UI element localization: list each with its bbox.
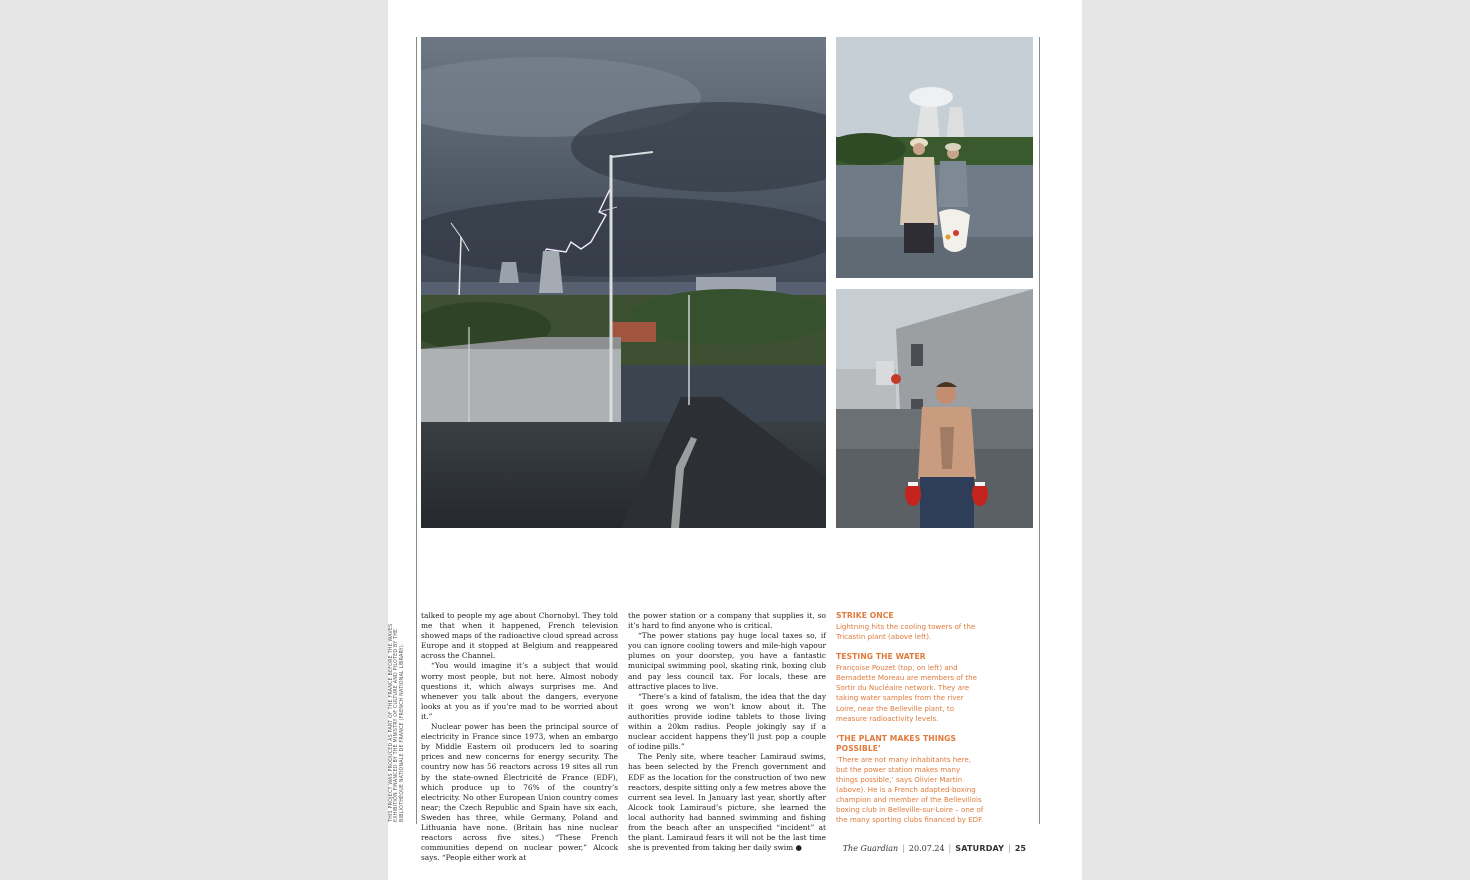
- captions-sidebar: [836, 611, 984, 835]
- paragraph: The Penly site, where teacher Lamiraud swims, has been selected by the French government and EDF as the location for the construction of two new reactors, despite sitting only a few metres above the current sea level. In January last year, shortly after Alcock took Lamiraud’s picture, she learned the local authority had banned swimming and fishing from the beach after an unspecified “incident” at the plant. Lamiraud fears it will not be the last time she is prevented from taking her daily swim ●: [628, 752, 826, 853]
- body-column-1: [421, 611, 618, 863]
- paragraph: “There’s a kind of fatalism, the idea that the day it goes wrong we won’t know about it. The authorities provide iodine tablets to those living within a 20km radius. People jokingly say if a nuclear accident happens they’ll just pop a couple of iodine pills.”: [628, 691, 826, 752]
- caption-text: ‘There are not many inhabitants here, but the power station makes many things possible,’ says Olivier Martin (above). He is a French adapted-boxing champion and member of the Bellevillois boxing club in Belleville-sur-Loire – one of the many sporting clubs financed by EDF.: [836, 754, 984, 825]
- publication-name: The Guardian: [842, 844, 899, 853]
- page-footer: [843, 844, 1026, 853]
- caption-text: Françoise Pouzet (top, on left) and Bernadette Moreau are members of the Sortir du Nucléaire network. They are taking water samples from the river Loire, near the Belleville plant, to measure radioactivity levels.: [836, 663, 977, 723]
- caption-text: Lightning hits the cooling towers of the Tricastin plant (above left).: [836, 622, 976, 642]
- paragraph: the power station or a company that supplies it, so it’s hard to find anyone who is critical.: [628, 611, 826, 631]
- paragraph: talked to people my age about Chornobyl. They told me that when it happened, French television showed maps of the radioactive cloud spread across Europe and it stopped at Belgium and reappeared across the Channel.: [421, 611, 618, 661]
- right-rule: [1039, 37, 1040, 824]
- photo-boxer-olivier-martin: [836, 289, 1033, 528]
- body-column-2: [628, 611, 826, 853]
- separator: |: [902, 844, 905, 853]
- caption-heading: ‘THE PLANT MAKES THINGS POSSIBLE’: [836, 733, 957, 753]
- issue-date: 20.07.24: [908, 844, 945, 853]
- separator: |: [1008, 844, 1011, 853]
- paragraph: Nuclear power has been the principal source of electricity in France since 1973, when an embargo by Middle Eastern oil producers led to soaring prices and new concerns for energy security. The country now has 56 reactors across 19 sites all run by the state-owned Électricité de France (EDF), which produce up to 76% of the country’s electricity. No other European Union country comes near; the Czech Republic and Spain have six each, Sweden has three, while Germany, Poland and Lithuania have none. (Britain has nine nuclear reactors across five sites.) “These French communities depend on nuclear power,” Alcock says. “People either work at: [421, 722, 618, 863]
- photo-credit-vertical: THIS PROJECT WAS PRODUCED AS PART OF THE FRANCE BEFORE THE WAVES EXHIBITION FINANCED BY THE MINISTRY OF CULTURE AND PILOTED BY THE BIBLIOTHÈQUE NATIONALE DE FRANCE (FRENCH NATIONAL LIBRARY).: [389, 623, 405, 822]
- section-name: SATURDAY: [955, 844, 1005, 853]
- caption-heading: STRIKE ONCE: [836, 611, 894, 620]
- paragraph: “The power stations pay huge local taxes so, if you can ignore cooling towers and mile-high vapour plumes on your doorstep, you have a fantastic municipal swimming pool, skating rink, boxing club and pay less council tax. For locals, these are attractive places to live.: [628, 631, 826, 691]
- left-rule: [416, 37, 417, 824]
- photo-lightning-tricastin: [421, 37, 826, 528]
- caption-heading: TESTING THE WATER: [836, 652, 926, 662]
- separator: |: [948, 844, 952, 853]
- page-number: 25: [1014, 844, 1026, 853]
- paragraph: “You would imagine it’s a subject that would worry most people, but not here. Almost nobody questions it, which always surprises me. And whenever you talk about the dangers, everyone looks at you as if you’re mad to be worried about it.”: [421, 661, 618, 721]
- photo-river-water-samples: [836, 37, 1033, 278]
